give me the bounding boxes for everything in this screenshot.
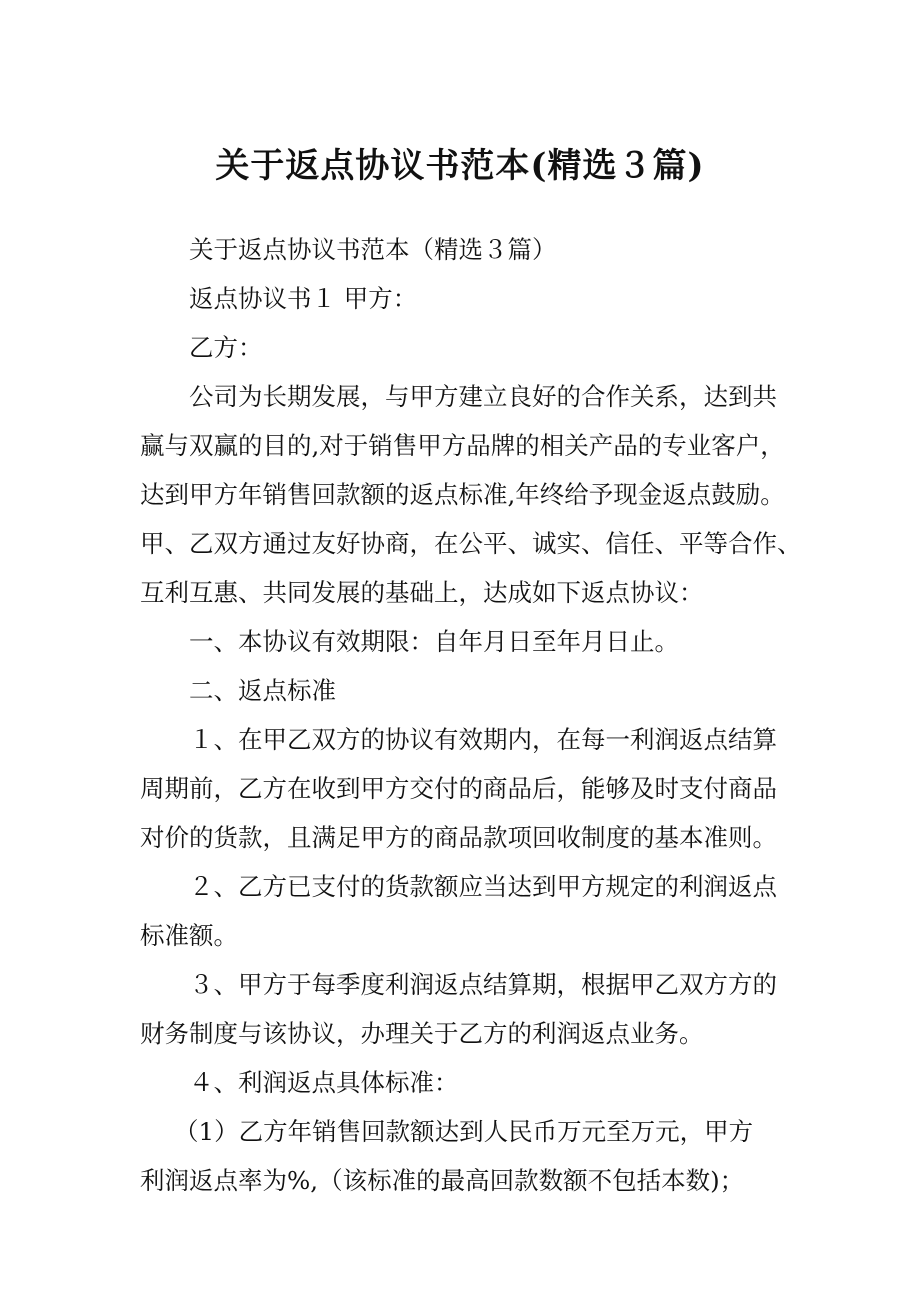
paragraph-line: 标准额。 xyxy=(140,921,238,950)
paragraph-line: 周期前，乙方在收到甲方交付的商品后，能够及时支付商品 xyxy=(140,774,777,803)
paragraph-line: 乙方： xyxy=(189,333,263,362)
paragraph xyxy=(140,715,800,862)
paragraph-line: ２、乙方已支付的货款额应当达到甲方规定的利润返点 xyxy=(189,872,777,901)
paragraph xyxy=(140,1058,800,1107)
paragraph-line: 一、本协议有效期限：自年月日至年月日止。 xyxy=(189,627,679,656)
paragraph-line: ３、甲方于每季度利润返点结算期，根据甲乙双方方的 xyxy=(189,970,777,999)
paragraph-line: 对价的货款，且满足甲方的商品款项回收制度的基本准则。 xyxy=(140,823,777,852)
paragraph xyxy=(140,274,800,323)
paragraph xyxy=(140,617,800,666)
paragraph-line: 返点协议书１ 甲方： xyxy=(189,284,418,313)
paragraph-line: ４、利润返点具体标准： xyxy=(189,1068,459,1097)
paragraph xyxy=(140,1107,800,1205)
paragraph xyxy=(140,666,800,715)
document-body xyxy=(140,225,800,1205)
paragraph-line: 利润返点率为%,（该标准的最高回款数额不包括本数)； xyxy=(140,1166,745,1195)
paragraph-line: 公司为长期发展，与甲方建立良好的合作关系，达到共 xyxy=(189,382,777,411)
paragraph-line: １、在甲乙双方的协议有效期内，在每一利润返点结算 xyxy=(189,725,777,754)
paragraph-line: 互利互惠、共同发展的基础上，达成如下返点协议： xyxy=(140,578,704,607)
paragraph xyxy=(140,323,800,372)
paragraph-line: （1）乙方年销售回款额达到人民币万元至万元，甲方 xyxy=(174,1117,754,1146)
paragraph-line: 赢与双赢的目的,对于销售甲方品牌的相关产品的专业客户， xyxy=(140,431,785,460)
paragraph-line: 达到甲方年销售回款额的返点标准,年终给予现金返点鼓励。 xyxy=(140,480,785,509)
paragraph-line: 甲、乙双方通过友好协商，在公平、诚实、信任、平等合作、 xyxy=(140,529,802,558)
paragraph xyxy=(140,960,800,1058)
paragraph xyxy=(140,225,800,274)
paragraph xyxy=(140,372,800,617)
document-title: 关于返点协议书范本(精选３篇) xyxy=(215,146,705,186)
paragraph-line: 关于返点协议书范本（精选３篇） xyxy=(189,235,557,264)
paragraph-line: 财务制度与该协议，办理关于乙方的利润返点业务。 xyxy=(140,1019,704,1048)
paragraph-line: 二、返点标准 xyxy=(189,676,336,705)
paragraph xyxy=(140,862,800,960)
